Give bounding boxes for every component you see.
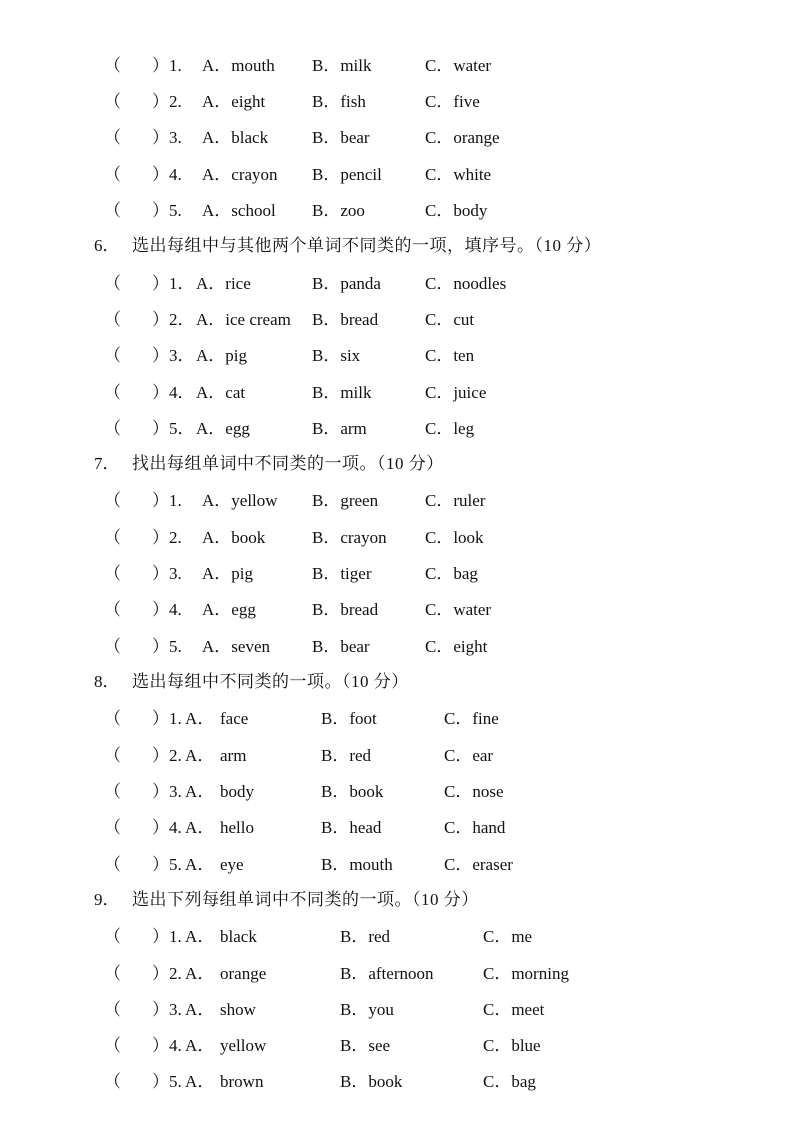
option-c: C．body (425, 201, 488, 220)
answer-blank[interactable]: （ (104, 1072, 121, 1091)
section-number: 9． (94, 890, 120, 909)
option-c: C．fine (444, 709, 499, 728)
option-a: A．crayon (202, 165, 278, 184)
option-a: show (220, 1000, 256, 1019)
item-number: ）2. A． (152, 964, 215, 983)
option-b: B．foot (321, 709, 377, 728)
option-b: B．bread (312, 310, 379, 329)
option-c: C．ten (425, 346, 475, 365)
option-c: C．look (425, 528, 484, 547)
option-b: B．mouth (321, 855, 393, 874)
option-c: C．ear (444, 746, 494, 765)
answer-blank[interactable]: （ (104, 56, 121, 75)
option-c: C．white (425, 165, 492, 184)
option-b: B．you (340, 1000, 394, 1019)
answer-blank[interactable]: （ (104, 1000, 121, 1019)
option-a: face (220, 709, 249, 728)
option-b: B．milk (312, 383, 372, 402)
item-number: ）5. A． (152, 855, 215, 874)
option-a: A．egg (202, 600, 256, 619)
option-a: A．rice (196, 274, 251, 293)
option-b: B．milk (312, 56, 372, 75)
option-b: B．arm (312, 419, 367, 438)
option-b: B．zoo (312, 201, 365, 220)
item-number: ）5. A． (152, 1072, 215, 1091)
option-a: A．mouth (202, 56, 275, 75)
option-c: C．nose (444, 782, 504, 801)
option-c: C．noodles (425, 274, 507, 293)
item-number: ）2. (152, 92, 182, 111)
option-c: C．water (425, 56, 492, 75)
item-number: ）2. (152, 528, 182, 547)
option-a: A．cat (196, 383, 246, 402)
answer-blank[interactable]: （ (104, 855, 121, 874)
answer-blank[interactable]: （ (104, 782, 121, 801)
item-number: ）1． (152, 274, 195, 293)
option-b: B．book (340, 1072, 403, 1091)
answer-blank[interactable]: （ (104, 491, 121, 510)
option-b: B．bear (312, 128, 370, 147)
item-number: ）1. (152, 56, 182, 75)
option-a: A．seven (202, 637, 270, 656)
answer-blank[interactable]: （ (104, 528, 121, 547)
answer-blank[interactable]: （ (104, 274, 121, 293)
item-number: ）1. (152, 491, 182, 510)
option-b: B．book (321, 782, 384, 801)
answer-blank[interactable]: （ (104, 1036, 121, 1055)
option-a: orange (220, 964, 267, 983)
item-number: ）4. (152, 165, 182, 184)
option-c: C．hand (444, 818, 506, 837)
item-number: ）3. A． (152, 1000, 215, 1019)
option-a: A．book (202, 528, 266, 547)
answer-blank[interactable]: （ (104, 818, 121, 837)
option-a: hello (220, 818, 254, 837)
option-a: arm (220, 746, 247, 765)
answer-blank[interactable]: （ (104, 165, 121, 184)
option-b: B．bear (312, 637, 370, 656)
item-number: ）4． (152, 383, 195, 402)
section-number: 7． (94, 454, 120, 473)
item-number: ）4. A． (152, 1036, 215, 1055)
item-number: ）3. (152, 128, 182, 147)
answer-blank[interactable]: （ (104, 128, 121, 147)
option-b: B．panda (312, 274, 381, 293)
option-c: C．juice (425, 383, 487, 402)
option-b: B．tiger (312, 564, 372, 583)
option-c: C．orange (425, 128, 500, 147)
answer-blank[interactable]: （ (104, 310, 121, 329)
answer-blank[interactable]: （ (104, 564, 121, 583)
option-a: A．ice cream (196, 310, 291, 329)
option-b: B．bread (312, 600, 379, 619)
answer-blank[interactable]: （ (104, 709, 121, 728)
item-number: ）4. (152, 600, 182, 619)
option-c: C．meet (483, 1000, 545, 1019)
option-c: C．water (425, 600, 492, 619)
section-instruction: 选出下列每组单词中不同类的一项。（10 分） (132, 890, 479, 909)
item-number: ）2． (152, 310, 195, 329)
option-a: A．eight (202, 92, 266, 111)
option-b: B．head (321, 818, 382, 837)
section-number: 6． (94, 236, 120, 255)
option-c: C．five (425, 92, 480, 111)
answer-blank[interactable]: （ (104, 637, 121, 656)
option-b: B．red (340, 927, 391, 946)
answer-blank[interactable]: （ (104, 746, 121, 765)
option-a: A．black (202, 128, 269, 147)
option-b: B．fish (312, 92, 366, 111)
option-b: B．see (340, 1036, 391, 1055)
answer-blank[interactable]: （ (104, 964, 121, 983)
option-a: A．yellow (202, 491, 278, 510)
section-instruction: 选出每组中与其他两个单词不同类的一项，填序号。（10 分） (132, 236, 602, 255)
answer-blank[interactable]: （ (104, 419, 121, 438)
item-number: ）4. A． (152, 818, 215, 837)
section-instruction: 选出每组中不同类的一项。（10 分） (132, 672, 409, 691)
answer-blank[interactable]: （ (104, 927, 121, 946)
option-b: B．green (312, 491, 379, 510)
option-b: B．pencil (312, 165, 382, 184)
option-c: C．me (483, 927, 533, 946)
option-a: body (220, 782, 254, 801)
item-number: ）3. (152, 564, 182, 583)
option-a: yellow (220, 1036, 267, 1055)
item-number: ）3. A． (152, 782, 215, 801)
option-c: C．ruler (425, 491, 486, 510)
answer-blank[interactable]: （ (104, 383, 121, 402)
item-number: ）5． (152, 419, 195, 438)
section-instruction: 找出每组单词中不同类的一项。（10 分） (132, 454, 444, 473)
item-number: ）5. (152, 201, 182, 220)
option-c: C．eight (425, 637, 488, 656)
answer-blank[interactable]: （ (104, 201, 121, 220)
item-number: ）3． (152, 346, 195, 365)
option-a: black (220, 927, 257, 946)
option-a: eye (220, 855, 244, 874)
answer-blank[interactable]: （ (104, 346, 121, 365)
option-a: brown (220, 1072, 264, 1091)
option-c: C．blue (483, 1036, 541, 1055)
option-b: B．afternoon (340, 964, 434, 983)
option-c: C．cut (425, 310, 475, 329)
option-b: B．crayon (312, 528, 387, 547)
item-number: ）1. A． (152, 927, 215, 946)
option-c: C．morning (483, 964, 569, 983)
section-number: 8． (94, 672, 120, 691)
option-a: A．school (202, 201, 276, 220)
answer-blank[interactable]: （ (104, 600, 121, 619)
item-number: ）2. A． (152, 746, 215, 765)
option-c: C．bag (425, 564, 478, 583)
item-number: ）5. (152, 637, 182, 656)
answer-blank[interactable]: （ (104, 92, 121, 111)
option-b: B．six (312, 346, 361, 365)
option-b: B．red (321, 746, 372, 765)
option-a: A．pig (202, 564, 253, 583)
option-c: C．eraser (444, 855, 513, 874)
option-c: C．leg (425, 419, 475, 438)
option-a: A．pig (196, 346, 247, 365)
item-number: ）1. A． (152, 709, 215, 728)
option-c: C．bag (483, 1072, 536, 1091)
option-a: A．egg (196, 419, 250, 438)
